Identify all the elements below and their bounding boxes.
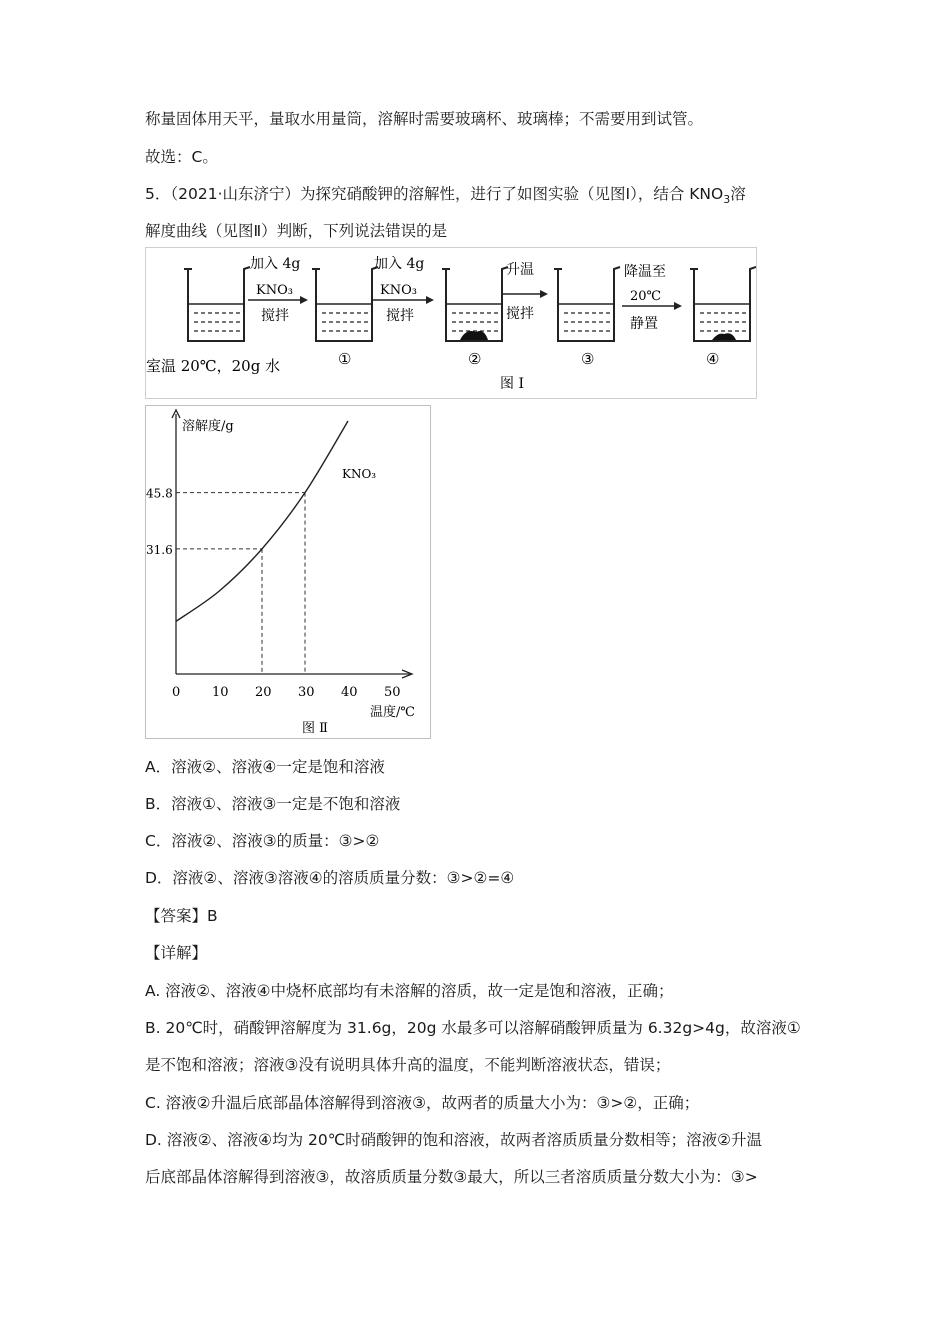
beaker-label-2: ②: [468, 350, 482, 368]
step-4-mid: 20℃: [630, 289, 662, 304]
option-c: C．溶液②、溶液③的质量：③>②: [145, 832, 380, 850]
step-1-top: 加入 4g: [250, 256, 301, 272]
question-line-2: 解度曲线（见图Ⅱ）判断，下列说法错误的是: [145, 222, 448, 240]
beaker-1: [312, 267, 378, 341]
figure-2-chart: [145, 405, 431, 739]
beaker-start: [184, 267, 250, 341]
question-line-1: [145, 183, 746, 211]
step-1: [248, 256, 308, 324]
step-3: [502, 262, 548, 322]
x-tick-label: 30: [298, 685, 315, 700]
figure-1: [145, 247, 757, 399]
step-4-bottom: 静置: [630, 316, 658, 332]
y-marked-label: 45.8: [146, 486, 173, 501]
detail-line-4: C. 溶液②升温后底部晶体溶解得到溶液③，故两者的质量大小为：③>②，正确；: [145, 1094, 700, 1112]
detail-title: 【详解】: [145, 944, 208, 962]
option-d: D．溶液②、溶液③溶液④的溶质质量分数：③>②=④: [145, 869, 515, 887]
answer: 【答案】B: [145, 907, 218, 925]
figure-1-svg: [146, 248, 756, 398]
figure-1-caption: 图 Ⅰ: [500, 376, 524, 392]
detail-line-6: 后底部晶体溶解得到溶液③，故溶质质量分数③最大，所以三者溶质质量分数大小为：③>: [145, 1168, 758, 1186]
beaker-4: [690, 267, 756, 341]
text-line-1: 称量固体用天平，量取水用量筒，溶解时需要玻璃杯、玻璃棒；不需要用到试管。: [145, 110, 704, 128]
x-tick-label: 20: [255, 685, 272, 700]
step-4: [622, 264, 682, 332]
x-tick-label: 10: [212, 685, 229, 700]
start-label: 室温 20℃，20g 水: [146, 357, 281, 375]
step-2: [372, 256, 434, 324]
x-tick-label: 50: [384, 685, 401, 700]
y-marked-label: 31.6: [146, 542, 173, 557]
question-text-b: 溶: [730, 185, 746, 203]
step-1-mid: KNO₃: [256, 283, 293, 298]
x-tick-label: 40: [341, 685, 358, 700]
beaker-label-1: ①: [338, 350, 352, 368]
question-subscript: 3: [723, 193, 731, 206]
step-4-top: 降温至: [624, 264, 666, 280]
question-number: 5．: [145, 185, 171, 203]
detail-line-3: 是不饱和溶液；溶液③没有说明具体升高的温度，不能判断溶液状态，错误；: [145, 1056, 671, 1074]
detail-line-1: A. 溶液②、溶液④中烧杯底部均有未溶解的溶质，故一定是饱和溶液，正确；: [145, 982, 674, 1000]
detail-line-5: D. 溶液②、溶液④均为 20℃时硝酸钾的饱和溶液，故两者溶质质量分数相等；溶液②升温: [145, 1131, 763, 1149]
chart-marks: [146, 421, 401, 700]
y-axis-label: 溶解度/g: [182, 419, 234, 434]
text-line-2: 故选：C。: [145, 148, 218, 166]
beaker-label-3: ③: [581, 350, 595, 368]
beaker-2: [442, 267, 508, 341]
step-2-mid: KNO₃: [380, 283, 417, 298]
step-1-bottom: 搅拌: [261, 308, 289, 324]
beaker-label-4: ④: [706, 350, 720, 368]
figure-2-caption: 图 Ⅱ: [302, 721, 328, 736]
x-axis-label: 温度/℃: [370, 705, 415, 720]
step-3-bottom: 搅拌: [506, 306, 534, 322]
step-3-top: 升温: [506, 262, 534, 278]
detail-line-2: B. 20℃时，硝酸钾溶解度为 31.6g，20g 水最多可以溶解硝酸钾质量为 6.32g>4g，故溶液①: [145, 1019, 801, 1037]
step-2-top: 加入 4g: [374, 256, 425, 272]
beaker-3: [554, 267, 620, 341]
x-tick-label: 0: [172, 685, 181, 700]
series-label: KNO₃: [342, 467, 377, 481]
option-a: A．溶液②、溶液④一定是饱和溶液: [145, 758, 385, 776]
step-2-bottom: 搅拌: [386, 308, 414, 324]
option-b: B．溶液①、溶液③一定是不饱和溶液: [145, 795, 401, 813]
question-text-a: （2021·山东济宁）为探究硝酸钾的溶解性，进行了如图实验（见图Ⅰ），结合 KNO: [170, 185, 724, 203]
chart-svg: [146, 406, 430, 738]
